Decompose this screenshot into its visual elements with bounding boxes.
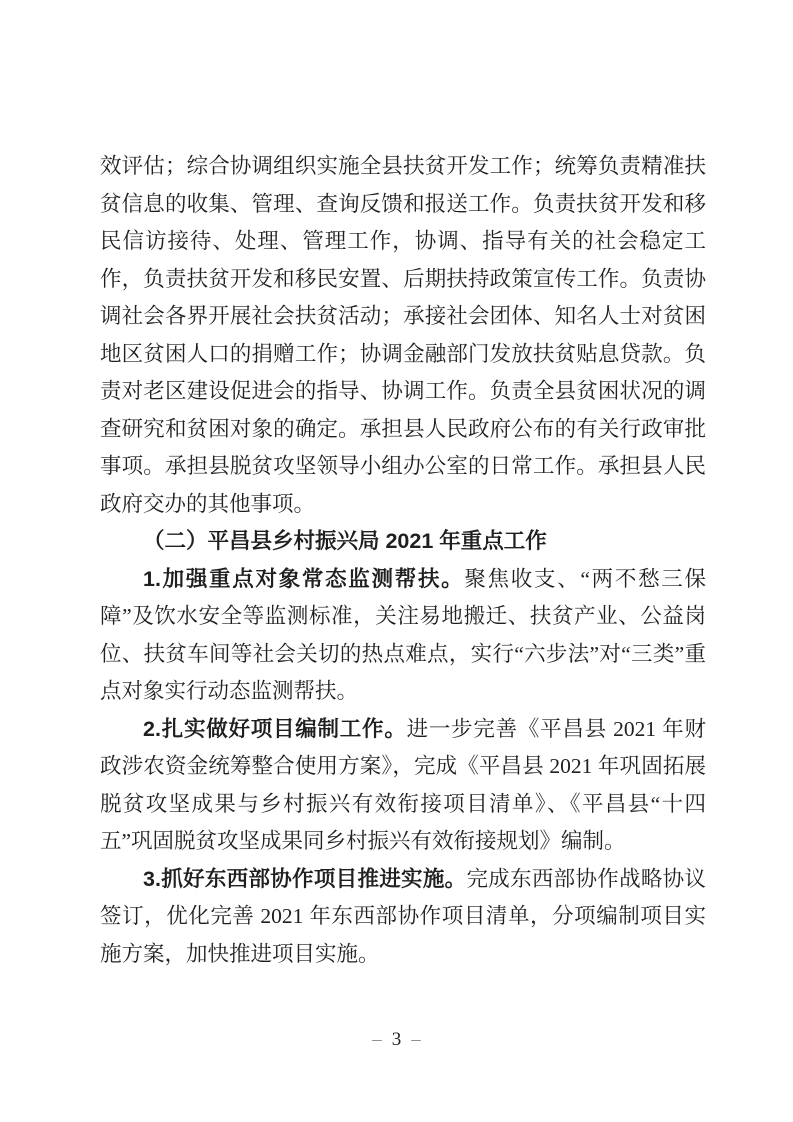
- work-item-2: [100, 711, 706, 861]
- work-item-1-title: 1.加强重点对象常态监测帮扶。: [143, 566, 465, 591]
- page-number-right-dash: –: [411, 1029, 421, 1050]
- page-number-left-dash: –: [372, 1029, 382, 1050]
- work-item-3-text: 完成东西部协作战略协议签订，优化完善 2021 年东西部协作项目清单，分项编制项目实施方案，加快推进项目实施。: [100, 866, 706, 966]
- work-item-2-text: 进一步完善《平昌县 2021 年财政涉农资金统筹整合使用方案》，完成《平昌县 2021 年巩固拓展脱贫攻坚成果与乡村振兴有效衔接项目清单》、《平昌县“十四五”巩固脱贫攻坚成果同乡村振兴有效衔接规划》编制。: [100, 716, 706, 853]
- section-heading: （二）平昌县乡村振兴局 2021 年重点工作: [143, 529, 547, 553]
- page-number: 3: [391, 1029, 402, 1050]
- work-item-1-text: 聚焦收支、“两不愁三保障”及饮水安全等监测标准，关注易地搬迁、扶贫产业、公益岗位、扶贫车间等社会关切的热点难点，实行“六步法”对“三类”重点对象实行动态监测帮扶。: [100, 566, 706, 703]
- work-item-3-title: 3.抓好东西部协作项目推进实施。: [143, 866, 467, 891]
- work-item-1: [100, 561, 706, 711]
- page-footer: [0, 1026, 793, 1054]
- document-body: [100, 148, 706, 973]
- work-item-3: [100, 861, 706, 974]
- continuation-paragraph: 效评估；综合协调组织实施全县扶贫开发工作；统筹负责精准扶贫信息的收集、管理、查询反馈和报送工作。负责扶贫开发和移民信访接待、处理、管理工作，协调、指导有关的社会稳定工作，负责扶贫开发和移民安置、后期扶持政策宣传工作。负责协调社会各界开展社会扶贫活动；承接社会团体、知名人士对贫困地区贫困人口的捐赠工作；协调金融部门发放扶贫贴息贷款。负责对老区建设促进会的指导、协调工作。负责全县贫困状况的调查研究和贫困对象的确定。承担县人民政府公布的有关行政审批事项。承担县脱贫攻坚领导小组办公室的日常工作。承担县人民政府交办的其他事项。: [100, 154, 706, 516]
- work-item-2-title: 2.扎实做好项目编制工作。: [143, 716, 407, 741]
